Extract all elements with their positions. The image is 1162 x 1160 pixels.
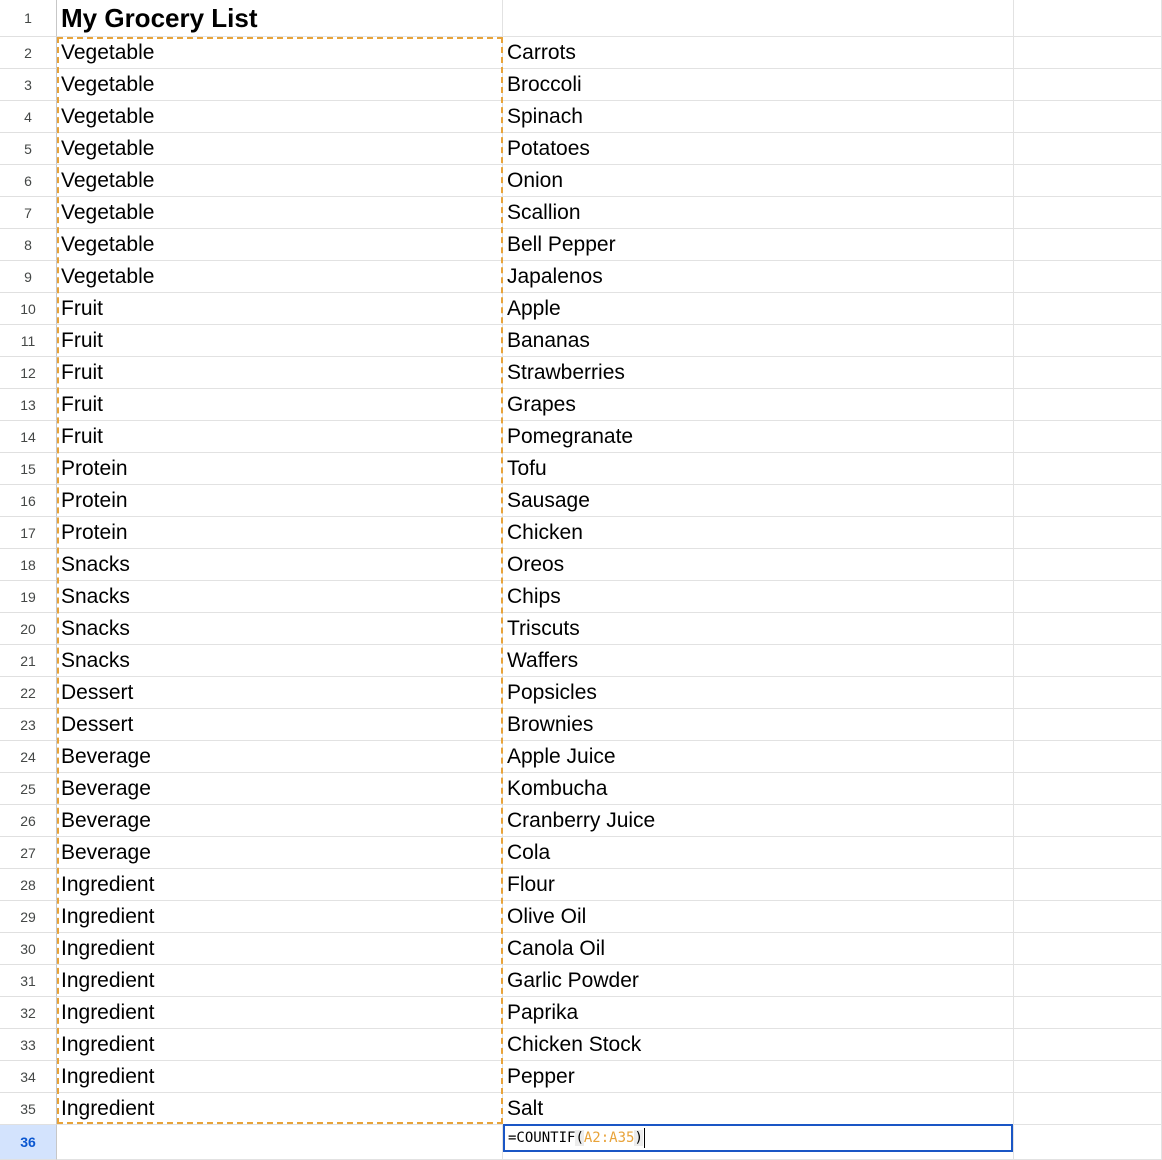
- sheet-row: [0, 709, 1162, 741]
- item-cell[interactable]: Waffers: [503, 645, 1014, 677]
- category-cell[interactable]: Fruit: [57, 389, 503, 421]
- row-header[interactable]: 13: [0, 389, 57, 421]
- empty-cell[interactable]: [1014, 645, 1162, 677]
- item-cell[interactable]: Brownies: [503, 709, 1014, 741]
- empty-cell[interactable]: [1014, 805, 1162, 837]
- row-header[interactable]: 6: [0, 165, 57, 197]
- sheet-row: [0, 805, 1162, 837]
- category-cell[interactable]: Snacks: [57, 645, 503, 677]
- formula-open-paren: (: [575, 1130, 584, 1146]
- category-cell[interactable]: Dessert: [57, 677, 503, 709]
- item-cell[interactable]: Popsicles: [503, 677, 1014, 709]
- empty-cell[interactable]: [1014, 933, 1162, 965]
- category-cell[interactable]: Vegetable: [57, 229, 503, 261]
- item-cell[interactable]: Canola Oil: [503, 933, 1014, 965]
- sheet-row: [0, 197, 1162, 229]
- row-header[interactable]: 14: [0, 421, 57, 453]
- empty-cell[interactable]: [1014, 1029, 1162, 1061]
- empty-cell[interactable]: [1014, 517, 1162, 549]
- sheet-row: [0, 389, 1162, 421]
- sheet-row: [0, 133, 1162, 165]
- empty-cell[interactable]: [1014, 901, 1162, 933]
- item-cell[interactable]: Strawberries: [503, 357, 1014, 389]
- item-cell[interactable]: Cola: [503, 837, 1014, 869]
- category-cell[interactable]: Snacks: [57, 549, 503, 581]
- item-cell[interactable]: Broccoli: [503, 69, 1014, 101]
- item-cell[interactable]: Chicken Stock: [503, 1029, 1014, 1061]
- item-cell[interactable]: Tofu: [503, 453, 1014, 485]
- category-cell[interactable]: Vegetable: [57, 69, 503, 101]
- sheet-row: [0, 517, 1162, 549]
- category-cell[interactable]: Vegetable: [57, 197, 503, 229]
- item-cell[interactable]: Olive Oil: [503, 901, 1014, 933]
- empty-cell[interactable]: [1014, 613, 1162, 645]
- category-cell[interactable]: Beverage: [57, 805, 503, 837]
- row-header[interactable]: 4: [0, 101, 57, 133]
- item-cell[interactable]: Pomegranate: [503, 421, 1014, 453]
- sheet-row: [0, 37, 1162, 69]
- row-header[interactable]: 29: [0, 901, 57, 933]
- item-cell[interactable]: Flour: [503, 869, 1014, 901]
- item-cell[interactable]: Sausage: [503, 485, 1014, 517]
- sheet-row: [0, 869, 1162, 901]
- category-cell[interactable]: Ingredient: [57, 1061, 503, 1093]
- sheet-row: [0, 229, 1162, 261]
- empty-cell[interactable]: [1014, 1125, 1162, 1160]
- empty-cell[interactable]: [1014, 389, 1162, 421]
- sheet-row: [0, 101, 1162, 133]
- formula-range-reference: A2:A35: [583, 1130, 635, 1146]
- sheet-row: [0, 613, 1162, 645]
- sheet-row: [0, 453, 1162, 485]
- row-header[interactable]: 1: [0, 0, 57, 37]
- empty-cell[interactable]: [1014, 229, 1162, 261]
- item-cell[interactable]: Carrots: [503, 37, 1014, 69]
- formula-function: =COUNTIF: [508, 1130, 576, 1146]
- row-header[interactable]: 26: [0, 805, 57, 837]
- sheet-row: [0, 357, 1162, 389]
- formula-close-paren: ): [634, 1130, 643, 1146]
- item-cell[interactable]: Potatoes: [503, 133, 1014, 165]
- category-cell[interactable]: Ingredient: [57, 933, 503, 965]
- row-header[interactable]: 11: [0, 325, 57, 357]
- item-cell[interactable]: Paprika: [503, 997, 1014, 1029]
- sheet-row: [0, 421, 1162, 453]
- empty-cell[interactable]: [1014, 37, 1162, 69]
- sheet-row: [0, 549, 1162, 581]
- category-cell[interactable]: Beverage: [57, 837, 503, 869]
- category-cell[interactable]: Vegetable: [57, 37, 503, 69]
- empty-cell[interactable]: [1014, 69, 1162, 101]
- category-cell[interactable]: Protein: [57, 453, 503, 485]
- row-header[interactable]: 34: [0, 1061, 57, 1093]
- category-cell[interactable]: Dessert: [57, 709, 503, 741]
- item-cell[interactable]: Apple Juice: [503, 741, 1014, 773]
- item-cell[interactable]: Garlic Powder: [503, 965, 1014, 997]
- item-cell[interactable]: Apple: [503, 293, 1014, 325]
- category-cell[interactable]: Fruit: [57, 421, 503, 453]
- sheet-row: [0, 0, 1162, 37]
- sheet-row: [0, 997, 1162, 1029]
- sheet-row: [0, 1061, 1162, 1093]
- empty-cell[interactable]: [1014, 997, 1162, 1029]
- row-header[interactable]: 30: [0, 933, 57, 965]
- category-cell[interactable]: Vegetable: [57, 101, 503, 133]
- empty-cell[interactable]: [1014, 197, 1162, 229]
- empty-cell[interactable]: [1014, 325, 1162, 357]
- category-cell[interactable]: Ingredient: [57, 1029, 503, 1061]
- category-cell[interactable]: Ingredient: [57, 965, 503, 997]
- category-cell[interactable]: Fruit: [57, 325, 503, 357]
- cell-c1[interactable]: [1014, 0, 1162, 37]
- category-cell[interactable]: Beverage: [57, 773, 503, 805]
- empty-cell[interactable]: [1014, 133, 1162, 165]
- text-cursor: [644, 1128, 645, 1148]
- row-header[interactable]: 2: [0, 37, 57, 69]
- sheet-title-cell[interactable]: My Grocery List: [57, 0, 503, 37]
- item-cell[interactable]: Scallion: [503, 197, 1014, 229]
- empty-cell[interactable]: [1014, 965, 1162, 997]
- row-header[interactable]: 35: [0, 1093, 57, 1125]
- category-cell[interactable]: Snacks: [57, 613, 503, 645]
- empty-cell[interactable]: [1014, 1061, 1162, 1093]
- empty-cell[interactable]: [1014, 549, 1162, 581]
- sheet-row: [0, 837, 1162, 869]
- row-header[interactable]: 7: [0, 197, 57, 229]
- item-cell[interactable]: Japalenos: [503, 261, 1014, 293]
- row-header[interactable]: 28: [0, 869, 57, 901]
- category-cell[interactable]: Fruit: [57, 357, 503, 389]
- item-cell[interactable]: Grapes: [503, 389, 1014, 421]
- item-cell[interactable]: Salt: [503, 1093, 1014, 1125]
- sheet-row: [0, 1093, 1162, 1125]
- row-header[interactable]: 18: [0, 549, 57, 581]
- row-header[interactable]: 5: [0, 133, 57, 165]
- empty-cell[interactable]: [1014, 837, 1162, 869]
- empty-cell[interactable]: [1014, 165, 1162, 197]
- empty-cell[interactable]: [1014, 741, 1162, 773]
- item-cell[interactable]: Spinach: [503, 101, 1014, 133]
- row-header[interactable]: 31: [0, 965, 57, 997]
- sheet-row: [0, 965, 1162, 997]
- category-cell[interactable]: Protein: [57, 517, 503, 549]
- sheet-row: [0, 325, 1162, 357]
- category-cell[interactable]: Vegetable: [57, 133, 503, 165]
- row-header[interactable]: 32: [0, 997, 57, 1029]
- item-cell[interactable]: Onion: [503, 165, 1014, 197]
- category-cell[interactable]: Ingredient: [57, 1093, 503, 1125]
- item-cell[interactable]: Bell Pepper: [503, 229, 1014, 261]
- item-cell[interactable]: Chips: [503, 581, 1014, 613]
- empty-cell[interactable]: [1014, 677, 1162, 709]
- row-header[interactable]: 22: [0, 677, 57, 709]
- sheet-row: [0, 1029, 1162, 1061]
- empty-cell[interactable]: [1014, 293, 1162, 325]
- sheet-row: [0, 293, 1162, 325]
- item-cell[interactable]: Kombucha: [503, 773, 1014, 805]
- sheet-row: [0, 773, 1162, 805]
- sheet-row: [0, 581, 1162, 613]
- item-cell[interactable]: Chicken: [503, 517, 1014, 549]
- item-cell[interactable]: Triscuts: [503, 613, 1014, 645]
- empty-cell[interactable]: [1014, 709, 1162, 741]
- active-cell-formula-editor[interactable]: [503, 1124, 1013, 1152]
- row-header[interactable]: 15: [0, 453, 57, 485]
- item-cell[interactable]: Pepper: [503, 1061, 1014, 1093]
- sheet-row: [0, 901, 1162, 933]
- category-cell[interactable]: Snacks: [57, 581, 503, 613]
- empty-cell[interactable]: [1014, 1093, 1162, 1125]
- category-cell[interactable]: [57, 1125, 503, 1160]
- empty-cell[interactable]: [1014, 485, 1162, 517]
- row-header[interactable]: 8: [0, 229, 57, 261]
- category-cell[interactable]: Vegetable: [57, 165, 503, 197]
- sheet-row: [0, 165, 1162, 197]
- category-cell[interactable]: Vegetable: [57, 261, 503, 293]
- empty-cell[interactable]: [1014, 581, 1162, 613]
- empty-cell[interactable]: [1014, 261, 1162, 293]
- sheet-row: [0, 677, 1162, 709]
- sheet-row: [0, 261, 1162, 293]
- empty-cell[interactable]: [1014, 101, 1162, 133]
- row-header[interactable]: 12: [0, 357, 57, 389]
- row-header[interactable]: 17: [0, 517, 57, 549]
- empty-cell[interactable]: [1014, 357, 1162, 389]
- row-header[interactable]: 33: [0, 1029, 57, 1061]
- category-cell[interactable]: Ingredient: [57, 869, 503, 901]
- sheet-row: [0, 69, 1162, 101]
- category-cell[interactable]: Protein: [57, 485, 503, 517]
- sheet-row: [0, 645, 1162, 677]
- category-cell[interactable]: Fruit: [57, 293, 503, 325]
- category-cell[interactable]: Ingredient: [57, 901, 503, 933]
- row-header[interactable]: 23: [0, 709, 57, 741]
- active-row-header[interactable]: 36: [0, 1125, 57, 1160]
- row-header[interactable]: 19: [0, 581, 57, 613]
- category-cell[interactable]: Ingredient: [57, 997, 503, 1029]
- item-cell[interactable]: Cranberry Juice: [503, 805, 1014, 837]
- item-cell[interactable]: Oreos: [503, 549, 1014, 581]
- empty-cell[interactable]: [1014, 453, 1162, 485]
- sheet-row: [0, 933, 1162, 965]
- item-cell[interactable]: Bananas: [503, 325, 1014, 357]
- row-header[interactable]: 21: [0, 645, 57, 677]
- empty-cell[interactable]: [1014, 869, 1162, 901]
- category-cell[interactable]: Beverage: [57, 741, 503, 773]
- row-header[interactable]: 24: [0, 741, 57, 773]
- row-header[interactable]: 20: [0, 613, 57, 645]
- row-header[interactable]: 16: [0, 485, 57, 517]
- sheet-row: [0, 741, 1162, 773]
- empty-cell[interactable]: [1014, 773, 1162, 805]
- row-header[interactable]: 10: [0, 293, 57, 325]
- row-header[interactable]: 9: [0, 261, 57, 293]
- row-header[interactable]: 27: [0, 837, 57, 869]
- cell-b1[interactable]: [503, 0, 1014, 37]
- sheet-row: [0, 485, 1162, 517]
- row-header[interactable]: 3: [0, 69, 57, 101]
- empty-cell[interactable]: [1014, 421, 1162, 453]
- row-header[interactable]: 25: [0, 773, 57, 805]
